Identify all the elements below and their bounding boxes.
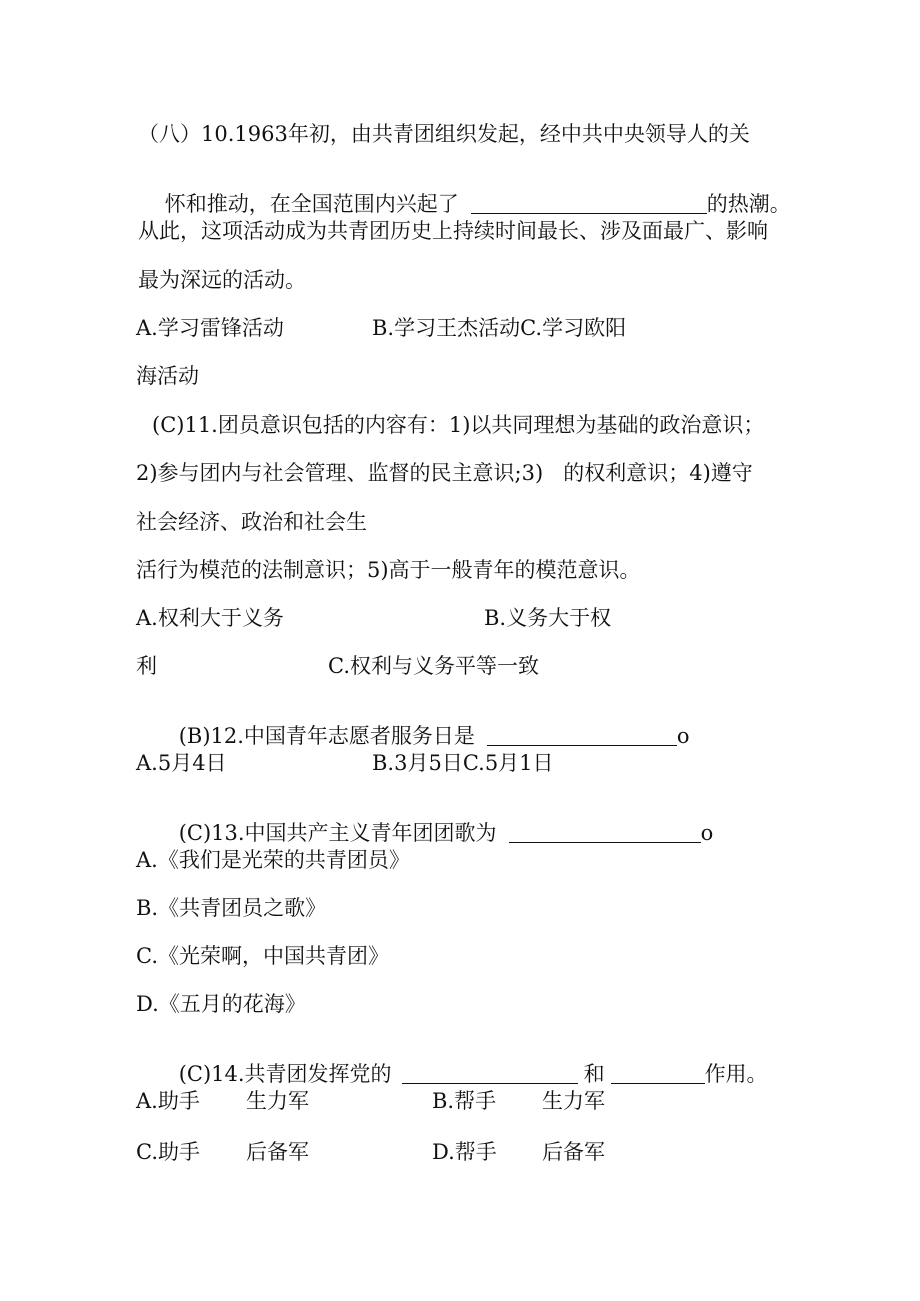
q12-option-bc: B.3月5日C.5月1日: [372, 751, 554, 775]
q10-stem-tail: 的热潮。: [706, 192, 791, 216]
q11-stem-line-2: 2)参与团内与社会管理、监督的民主意识;3) 的权利意识；4)遵守: [136, 461, 753, 485]
q10-answer-blank: [471, 195, 707, 214]
q14-stem-end: 作用。: [704, 1062, 768, 1086]
q13-option-d: D.《五月的花海》: [136, 992, 306, 1016]
q11-option-b: B.义务大于权: [484, 606, 612, 630]
q14-option-b-text: 生力军: [542, 1089, 605, 1113]
q11-option-c: C.权利与义务平等一致: [328, 654, 539, 678]
q10-option-c-tail: 海活动: [136, 364, 199, 388]
q10-stem-line-4: 最为深远的活动。: [138, 268, 306, 292]
q13-option-c: C.《光荣啊，中国共青团》: [136, 944, 389, 968]
q13-answer-blank: [509, 824, 701, 843]
q14-option-a-text: 生力军: [246, 1089, 309, 1113]
q14-answer-blank-1: [402, 1065, 578, 1084]
q13-stem-end: o: [700, 821, 714, 845]
q14-option-d-text: 后备军: [542, 1140, 605, 1164]
q13-stem-text: (C)13.中国共产主义青年团团歌为: [178, 821, 497, 845]
q10-stem-text: 怀和推动，在全国范围内兴起了: [164, 192, 459, 216]
q11-stem-line-3: 社会经济、政治和社会生: [136, 510, 367, 534]
q14-option-a-label: A.助手: [136, 1089, 200, 1113]
q11-option-b-tail: 利: [136, 654, 157, 678]
q14-answer-blank-2: [611, 1065, 705, 1084]
q10-option-a: A.学习雷锋活动: [136, 316, 284, 340]
q11-stem-line-4: 活行为模范的法制意识；5)高于一般青年的模范意识。: [136, 558, 641, 582]
q14-stem-text: (C)14.共青团发挥党的: [178, 1062, 392, 1086]
q14-option-c-label: C.助手: [136, 1140, 200, 1164]
q14-stem-mid: 和: [583, 1062, 605, 1086]
q12-stem-end: o: [676, 724, 690, 748]
q14-option-c-text: 后备军: [246, 1140, 309, 1164]
q11-option-a: A.权利大于义务: [136, 606, 284, 630]
q10-stem-line-1: （八）10.1963年初，由共青团组织发起，经中共中央领导人的关: [138, 122, 750, 146]
q11-stem-line-1: (C)11.团员意识包括的内容有：1)以共同理想为基础的政治意识；: [152, 413, 765, 437]
q14-option-b-label: B.帮手: [432, 1089, 497, 1113]
q12-stem-text: (B)12.中国青年志愿者服务日是: [178, 724, 475, 748]
q12-option-a: A.5月4日: [136, 751, 227, 775]
q12-answer-blank: [487, 727, 677, 746]
q10-stem-line-3: 从此，这项活动成为共青团历史上持续时间最长、涉及面最广、影响: [138, 219, 768, 243]
q14-option-d-label: D.帮手: [432, 1140, 497, 1164]
q13-option-a: A.《我们是光荣的共青团员》: [136, 848, 410, 872]
q10-option-bc: B.学习王杰活动C.学习欧阳: [372, 316, 627, 340]
q13-option-b: B.《共青团员之歌》: [136, 896, 327, 920]
